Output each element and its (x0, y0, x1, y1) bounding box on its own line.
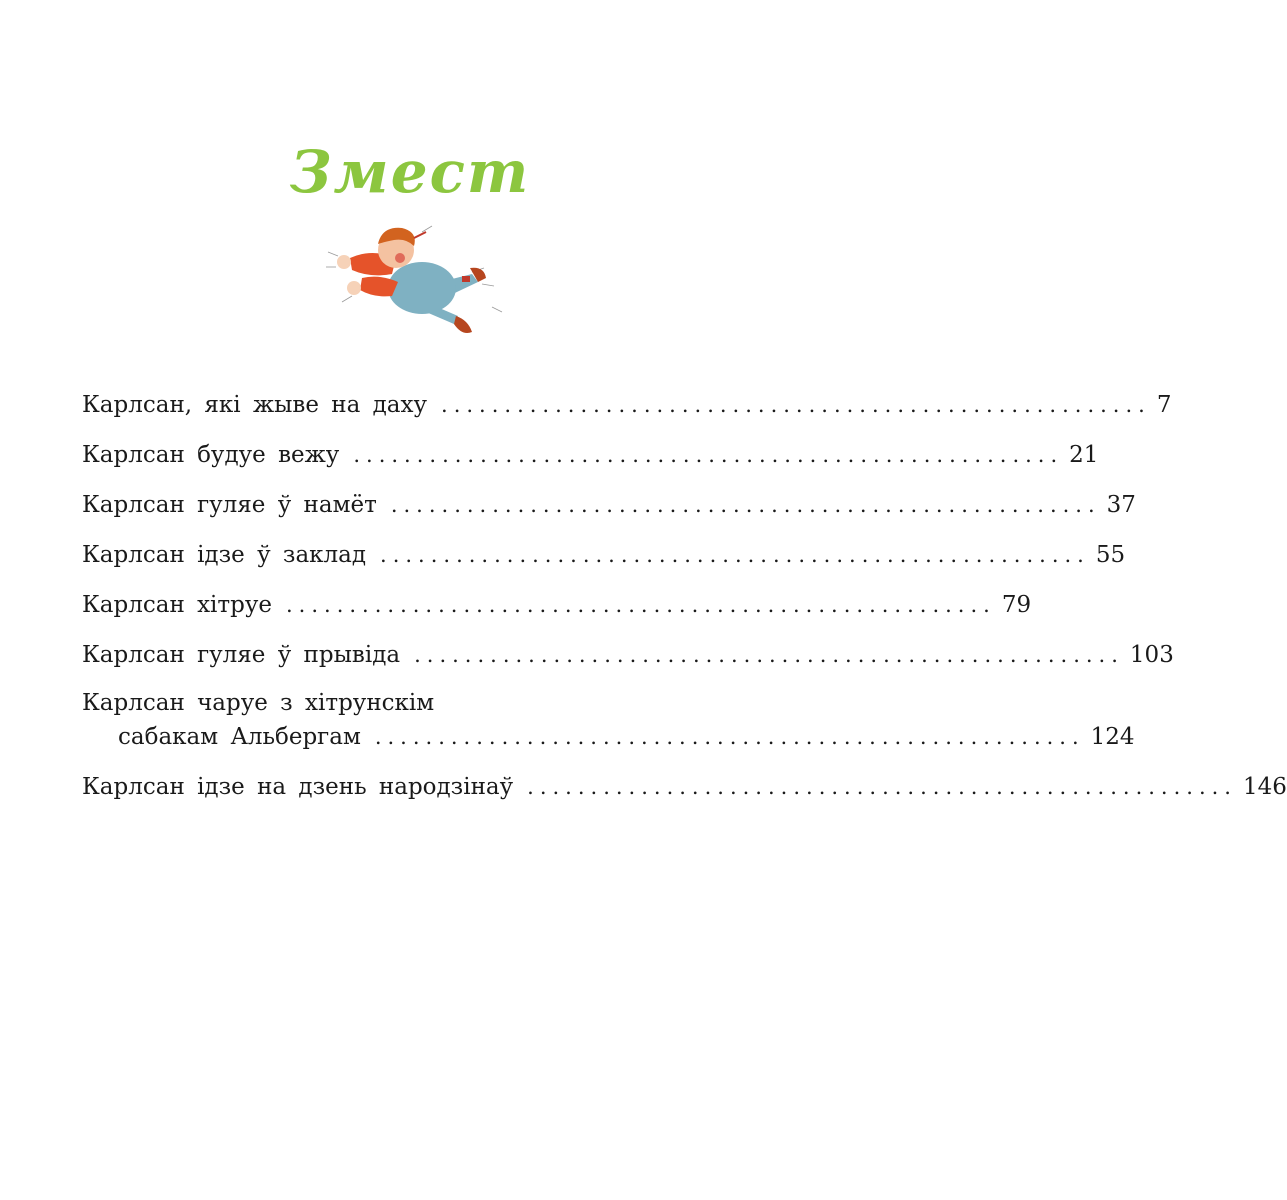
toc-entry-title: Карлсан ідзе на дзень народзінаў (82, 774, 514, 800)
toc-entry-title: Карлсан, які жыве на даху (82, 392, 428, 418)
toc-entry-title: сабакам Альбергам (118, 724, 361, 750)
hand-upper (337, 255, 351, 269)
toc-entry-page: 55 (1095, 542, 1126, 568)
toc-entry-page: 146 (1242, 774, 1287, 800)
toc-dot-leader: ........................................................ (353, 443, 1064, 467)
toc-entry-page: 79 (1001, 592, 1032, 618)
toc-entry (82, 392, 1172, 428)
toc-dot-leader: ........................................................ (374, 725, 1085, 749)
toc-entry (118, 724, 1135, 760)
toc-dot-leader: ........................................................ (527, 775, 1237, 799)
toc-entry-title: Карлсан будуе вежу (82, 442, 340, 468)
cheek (395, 253, 405, 263)
toc-entry (82, 542, 1126, 578)
flying-boy-illustration (322, 212, 508, 342)
toc-entry (82, 642, 1174, 678)
body-overalls (388, 262, 456, 314)
toc-entry-title: Карлсан хітруе (82, 592, 272, 618)
toc-dot-leader: ........................................................ (414, 643, 1124, 667)
toc-entry-page: 37 (1106, 492, 1136, 518)
toc-entry (82, 774, 1287, 810)
toc-entry (82, 492, 1136, 528)
toc-dot-leader: ........................................................ (390, 493, 1101, 517)
propeller (414, 232, 426, 238)
toc-entry (82, 442, 1099, 478)
shoe-lower (454, 316, 472, 333)
hand-lower (347, 281, 361, 295)
toc-dot-leader: ........................................................ (441, 393, 1151, 417)
toc-entry-title: Карлсан гуляе ў намёт (82, 492, 377, 518)
toc-entry-title: Карлсан ідзе ў заклад (82, 542, 367, 568)
toc-entry-page: 103 (1129, 642, 1174, 668)
toc-dot-leader: ........................................................ (380, 543, 1090, 567)
toc-entry (82, 592, 1032, 628)
toc-entry-page: 124 (1090, 724, 1135, 750)
toc-entry-title: Карлсан гуляе ў прывіда (82, 642, 401, 668)
sock-stripe (462, 276, 470, 282)
toc-entry-title-line1: Карлсан чаруе з хітрунскім (82, 690, 435, 716)
toc-dot-leader: ........................................................ (286, 593, 996, 617)
toc-entry-page: 21 (1069, 442, 1099, 468)
page-title: Змест (289, 138, 531, 206)
toc-entry-page: 7 (1156, 392, 1172, 418)
